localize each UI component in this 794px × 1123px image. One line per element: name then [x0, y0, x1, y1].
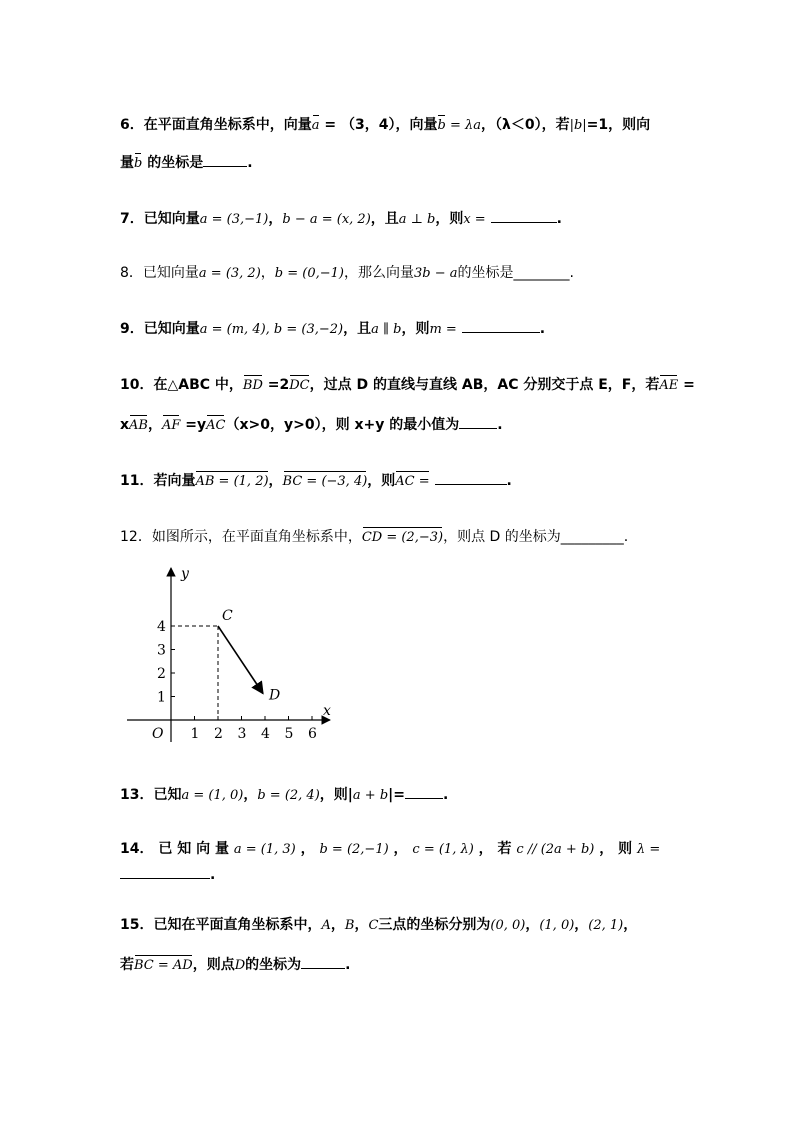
answer-blank[interactable] — [435, 472, 507, 485]
question-6-line-1: 6．在平面直角坐标系中，向量a = （3，4），向量b = λa，（λ＜0），若|b|=1，则向 — [120, 117, 651, 133]
question-15-line-1: 15．已知在平面直角坐标系中，A，B，C三点的坐标分别为(0, 0)，(1, 0)，(2, 1)， — [120, 917, 638, 933]
origin-label: O — [152, 726, 164, 742]
question-9: 9．已知向量a = (m, 4), b = (3,−2)，且a ∥ b，则m = . — [120, 321, 546, 337]
question-10-line-2: xAB，AF =yAC（x>0，y>0），则 x+y 的最小值为 . — [120, 417, 503, 433]
answer-blank[interactable] — [301, 956, 345, 969]
point-c-label: C — [222, 608, 233, 624]
vector-cd-arrow — [218, 626, 263, 694]
question-8: 8．已知向量a = (3, 2)，b = (0,−1)，那么向量3b − a的坐标是________. — [120, 265, 574, 281]
x-tick-label: 2 — [214, 726, 223, 742]
question-10-line-1: 10．在△ABC 中，BD =2DC，过点 D 的直线与直线 AB，AC 分别交于点 E，F，若AE = — [120, 377, 695, 393]
y-tick-label: 2 — [157, 666, 166, 682]
x-axis-label: x — [323, 703, 331, 719]
norm-b: |b| — [569, 118, 587, 133]
question-14-line-2: . — [120, 866, 215, 883]
y-tick-label: 3 — [157, 642, 166, 659]
x-tick-label: 6 — [308, 726, 317, 742]
answer-blank[interactable] — [491, 210, 557, 223]
question-6-line-2: 量b 的坐标是 . — [120, 155, 253, 171]
question-15-line-2: 若BC = AD，则点D的坐标为 . — [120, 957, 351, 973]
x-tick-label: 3 — [237, 726, 247, 742]
coordinate-figure — [125, 560, 345, 750]
axis-ticks — [157, 619, 317, 742]
x-tick-label: 5 — [284, 726, 294, 742]
y-tick-label: 4 — [157, 619, 166, 635]
answer-blank[interactable] — [203, 154, 247, 167]
x-tick-label: 1 — [190, 726, 200, 742]
point-d-label: D — [269, 687, 281, 704]
question-13: 13．已知a = (1, 0)，b = (2, 4)，则|a + b|= . — [120, 787, 449, 803]
answer-blank[interactable] — [462, 320, 540, 333]
x-tick-label: 4 — [261, 726, 270, 742]
answer-blank[interactable] — [120, 866, 210, 879]
y-tick-label: 1 — [157, 689, 166, 706]
question-7: 7．已知向量a = (3,−1)，b − a = (x, 2)，且a ⊥ b，则x = . — [120, 211, 562, 227]
answer-blank[interactable] — [459, 416, 497, 429]
question-12: 12．如图所示，在平面直角坐标系中，CD = (2,−3)，则点 D 的坐标为_________. — [120, 529, 629, 545]
y-axis-label: y — [181, 566, 189, 582]
question-11: 11．若向量AB = (1, 2)，BC = (−3, 4)，则AC = . — [120, 473, 512, 489]
answer-blank[interactable] — [405, 786, 443, 799]
question-14-line-1: 14． 已 知 向 量 a = (1, 3) ， b = (2,−1) ， c = (1, λ) ， 若 c // (2a + b) ， 则 λ = — [120, 841, 661, 857]
